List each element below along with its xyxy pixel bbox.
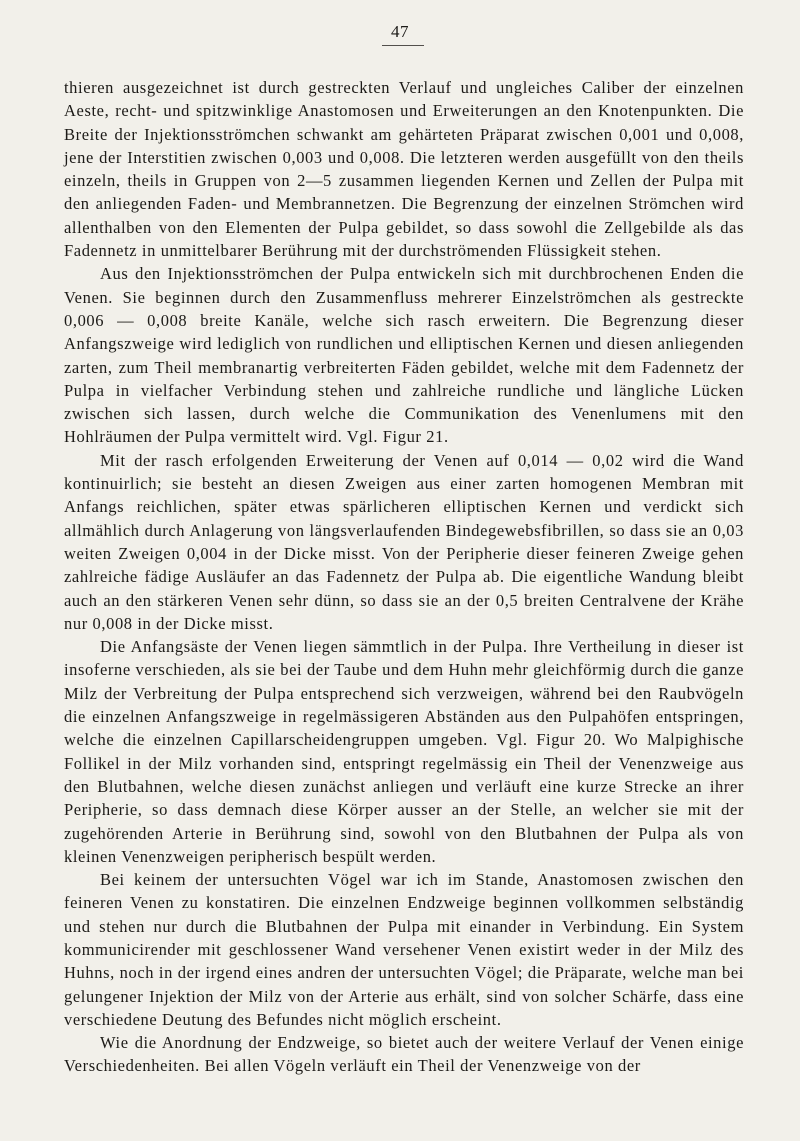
paragraph-1: thieren ausgezeichnet ist durch gestreckten Verlauf und ungleiches Caliber der einzelnen Aeste, recht- und spitzwinklige Anastomosen und Erweiterungen an den Knotenpunkten. Die Breite der Injektionsströmchen schwankt am gehärteten Präparat zwischen 0,001 und 0,008, jene der Interstitien zwischen 0,003 und 0,008. Die letzteren werden ausgefüllt von den theils einzeln, theils in Gruppen von 2—5 zusammen liegenden Kernen und Zellen der Pulpa mit den anliegenden Faden- und Membrannetzen. Die Begrenzung der einzelnen Strömchen wird allenthalben von den Elementen der Pulpa gebildet, so dass sowohl die Zellgebilde als das Fadennetz in unmittelbarer Berührung mit der durchströmenden Flüssigkeit stehen. <box>64 78 744 261</box>
paragraph-2: Aus den Injektionsströmchen der Pulpa entwickeln sich mit durchbrochenen Enden die Venen. Sie beginnen durch den Zusammenfluss mehrerer Einzelströmchen als gestreckte 0,006 — 0,008 breite Kanäle, welche sich rasch erweitern. Die Begrenzung dieser Anfangszweige wird lediglich von rundlichen und elliptischen Kernen und diesen anliegenden zarten, zum Theil membranartig verbreiterten Fäden gebildet, welche mit dem Fadennetz der Pulpa in vielfacher Verbindung stehen und zahlreiche rundliche und längliche Lücken zwischen sich lassen, durch welche die Communikation des Venenlumens mit den Hohlräumen der Pulpa vermittelt wird. Vgl. Figur 21. <box>64 264 744 447</box>
paragraph-3: Mit der rasch erfolgenden Erweiterung der Venen auf 0,014 — 0,02 wird die Wand kontinuirlich; sie besteht an diesen Zweigen aus einer zarten homogenen Membran mit Anfangs reichlichen, später etwas spärlicheren elliptischen Kernen und verdickt sich allmählich durch Anlagerung von längsverlaufenden Bindegewebsfibrillen, so dass sie an 0,03 weiten Zweigen 0,004 in der Dicke misst. Von der Peripherie dieser feineren Zweige gehen zahlreiche fädige Ausläufer an das Fadennetz der Pulpa ab. Die eigentliche Wandung bleibt auch an den stärkeren Venen sehr dünn, so dass sie an der 0,5 breiten Centralvene der Krähe nur 0,008 in der Dicke misst. <box>64 450 744 633</box>
paragraph-5: Bei keinem der untersuchten Vögel war ich im Stande, Anastomosen zwischen den feineren Venen zu konstatiren. Die einzelnen Endzweige beginnen vollkommen selbständig und stehen nur durch die Blutbahnen der Pulpa mit einander in Verbindung. Ein System kommunicirender mit geschlossener Wand versehener Venen existirt weder in der Milz des Huhns, noch in der irgend eines andren der untersuchten Vögel; die Präparate, welche man bei gelungener Injektion der Milz von der Arterie aus erhält, sind von solcher Schärfe, dass eine verschiedene Deutung des Befundes nicht möglich erscheint. <box>64 870 744 1029</box>
paragraph-6: Wie die Anordnung der Endzweige, so bietet auch der weitere Verlauf der Venen einige Verschiedenheiten. Bei allen Vögeln verläuft ein Theil der Venenzweige von der <box>64 1033 744 1076</box>
paragraph-4: Die Anfangsäste der Venen liegen sämmtlich in der Pulpa. Ihre Vertheilung in dieser ist insoferne verschieden, als sie bei der Taube und dem Huhn mehr gleichförmig durch die ganze Milz der Verbreitung der Pulpa entsprechend sich verzweigen, während bei den Raubvögeln die einzelnen Anfangszweige in regelmässigeren Abständen aus den Pulpahöfen entspringen, welche die einzelnen Capillarscheidengruppen umgeben. Vgl. Figur 20. Wo Malpighische Follikel in der Milz vorhanden sind, entspringt regelmässig ein Theil der Venenzweige aus den Blutbahnen, welche diesen zunächst anliegen und verläuft eine kurze Strecke an ihrer Peripherie, so dass demnach diese Körper ausser an der Stelle, an welcher sie mit der zugehörenden Arterie in Berührung sind, sowohl von den Blutbahnen der Pulpa als von kleinen Venenzweigen peripherisch bespült werden. <box>64 637 744 866</box>
body-text <box>64 76 744 1078</box>
page-number: 47 <box>391 22 409 41</box>
page-number-underline <box>382 45 424 46</box>
